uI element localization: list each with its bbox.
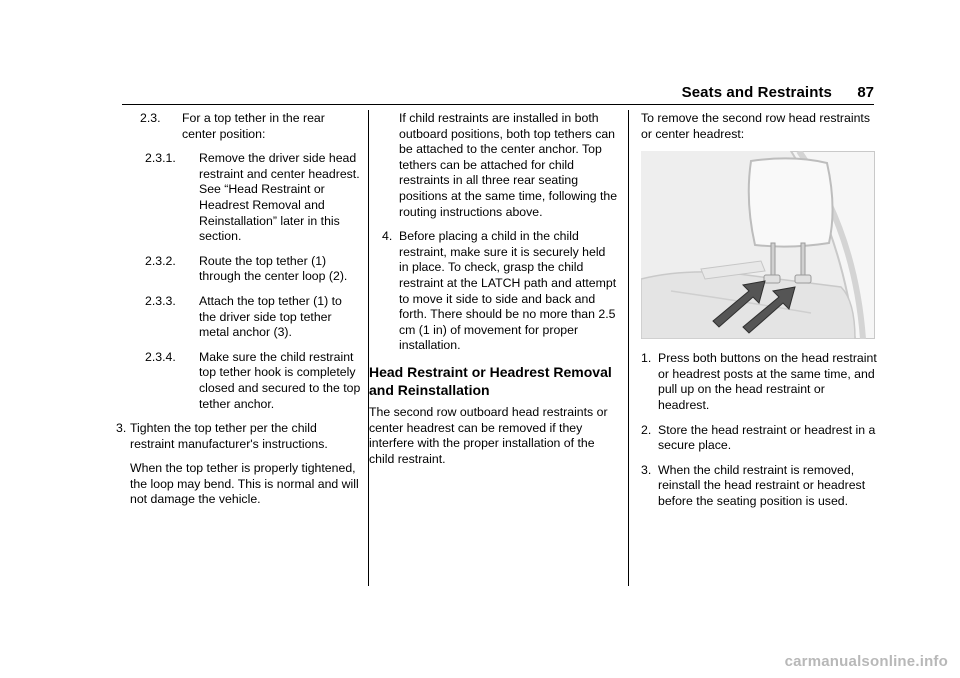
column-divider-right bbox=[628, 110, 629, 586]
substep-2-3-1 bbox=[145, 151, 362, 245]
step-text: Press both buttons on the head restraint or headrest posts at the same time, and pull up on the head restraint or headrest. bbox=[658, 351, 877, 412]
step-number: 2.3. bbox=[140, 111, 161, 125]
step-text: For a top tether in the rear center position: bbox=[182, 111, 325, 141]
continuation-paragraph: If child restraints are installed in both outboard positions, both top tethers can be attached to the center anchor. Top tethers can be attached for child restraints in all three rear seating positions at the same time, following the routing instructions above. bbox=[399, 111, 618, 219]
section-title: Seats and Restraints bbox=[681, 84, 832, 101]
watermark-text: carmanualsonline.info bbox=[784, 653, 948, 670]
step-3 bbox=[116, 421, 362, 452]
step-number: 3. bbox=[116, 421, 127, 436]
left-column bbox=[116, 111, 362, 517]
page-number: 87 bbox=[857, 84, 874, 101]
head-restraint-illustration bbox=[641, 151, 875, 339]
substep-2-3-2 bbox=[145, 254, 362, 285]
step-text: Store the head restraint or headrest in a secure place. bbox=[658, 422, 876, 453]
remove-step-1 bbox=[641, 351, 877, 413]
substep-2-3-4 bbox=[145, 350, 362, 412]
substep-text: Attach the top tether (1) to the driver side top tether metal anchor (3). bbox=[199, 293, 342, 340]
substep-list bbox=[145, 151, 362, 412]
middle-column bbox=[369, 111, 618, 476]
substep-number: 2.3.4. bbox=[145, 349, 176, 364]
step-text: Before placing a child in the child restraint, make sure it is securely held in place. To check, grasp the child restraint at the LATCH path and attempt to move it side to side and back and forth. There should be no more than 2.5 cm (1 in) of movement for proper installation. bbox=[399, 229, 617, 353]
step-text: Tighten the top tether per the child restraint manufacturer's instructions. bbox=[130, 421, 328, 451]
remove-step-3 bbox=[641, 463, 877, 510]
step-number: 3. bbox=[641, 462, 652, 477]
right-column bbox=[641, 111, 877, 519]
substep-text: Make sure the child restraint top tether hook is completely closed and secured to the top tether anchor. bbox=[199, 349, 361, 411]
section-heading: Head Restraint or Headrest Removal and Reinstallation bbox=[369, 363, 612, 398]
header-rule bbox=[122, 104, 874, 105]
remove-step-2 bbox=[641, 423, 877, 454]
substep-number: 2.3.1. bbox=[145, 151, 176, 166]
substep-2-3-3 bbox=[145, 294, 362, 341]
substep-text: Remove the driver side head restraint and center headrest. See “Head Restraint or Headrest Removal and Reinstallation” later in this section. bbox=[199, 151, 360, 244]
step-number: 4. bbox=[382, 229, 393, 244]
step-4 bbox=[382, 229, 618, 354]
substep-number: 2.3.2. bbox=[145, 253, 176, 268]
body-paragraph: The second row outboard head restraints or center headrest can be removed if they interfere with the proper installation of the child restraint. bbox=[369, 404, 608, 466]
step-number: 2. bbox=[641, 422, 652, 437]
column-divider-left bbox=[368, 110, 369, 586]
step-number: 1. bbox=[641, 351, 652, 366]
substep-number: 2.3.3. bbox=[145, 293, 176, 308]
note-paragraph: When the top tether is properly tightened, the loop may bend. This is normal and will not damage the vehicle. bbox=[130, 461, 359, 507]
step-text: When the child restraint is removed, reinstall the head restraint or headrest before the seating position is used. bbox=[658, 462, 866, 508]
substep-text: Route the top tether (1) through the center loop (2). bbox=[199, 253, 348, 284]
step-2-3 bbox=[140, 111, 362, 142]
intro-paragraph: To remove the second row head restraints or center headrest: bbox=[641, 111, 870, 141]
